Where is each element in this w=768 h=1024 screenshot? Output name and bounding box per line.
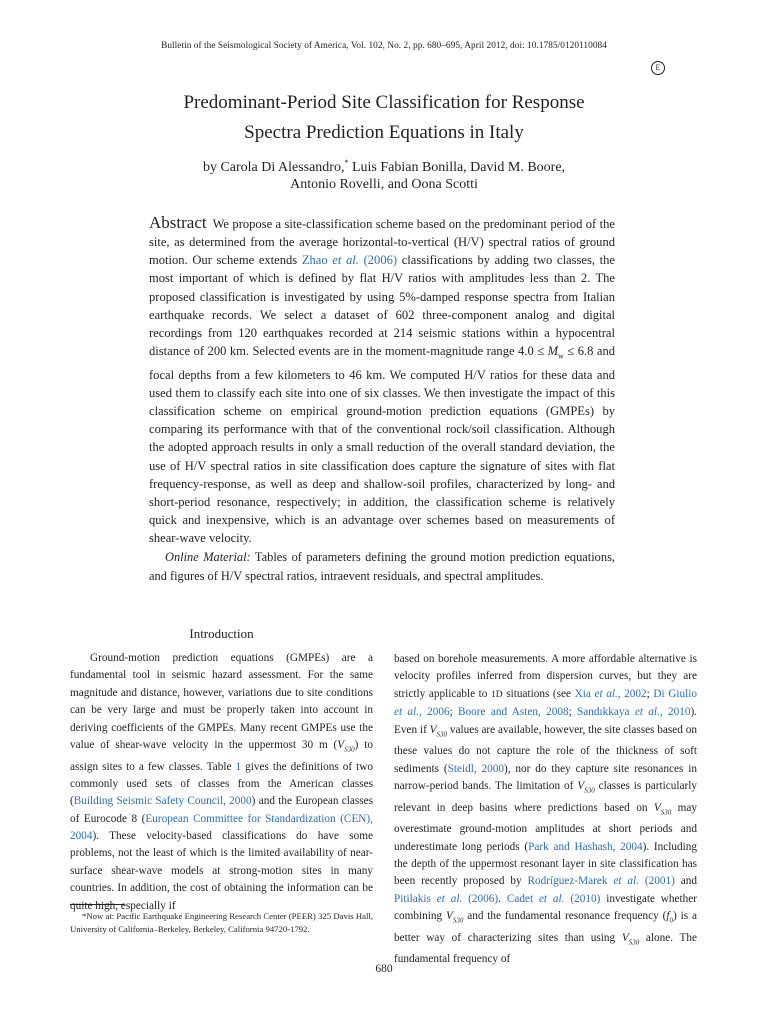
ref-cadet-2010[interactable] [507, 893, 601, 905]
symbol-vs30: V [429, 723, 437, 736]
abstract-text: ≤ 6.8 and focal depths from a few kilometers to 46 km. We computed H/V ratios for these data and used them to classify each site into one of six classes. We then investigate the impact of this classification scheme on empirical ground-motion prediction equations (GMPEs) by comparing its performance with that of the conventional rock/soil classification. Although the adopted approach results in only a small reduction of the overall standard deviation, the use of H/V spectral ratios in site classification does capture the signature of sites with flat frequency-response, as well as deep and shallow-soil profiles, characterized by long- and short-period resonance, respectively; in addition, the classification scheme is relatively quick and inexpensive, which is an advantage over schemes based on measurements of shear-wave velocity. [149, 344, 615, 546]
ref-text: Di Giulio [653, 687, 697, 700]
author-list [110, 154, 658, 193]
ref-xia-2002[interactable] [575, 688, 647, 700]
online-material [149, 548, 615, 585]
ref-text: Zhao [301, 253, 333, 268]
ref-year: , 2006 [418, 706, 450, 719]
ref-text: Pitilakis [394, 892, 437, 905]
symbol-vs30: V [577, 779, 585, 792]
body-text: ). These velocity-based classifications do have some problems, not the least of which is the limited availability of near-surface shear-wave models at strong-motion sites in many countries. In addition, the cost of obtaining the information can be quite high, especially if [70, 830, 373, 912]
body-text: values are available, however, the site classes based on these values do not capture the role of the thickness of soft sediments ( [394, 723, 697, 775]
symbol-vs30: V [653, 801, 661, 814]
abstract [149, 214, 615, 547]
abstract-text: classifications by adding two classes, the most important of which is defined by flat H/V ratios with amplitudes less than 2. The proposed classification is investigated by using 5%-damped response spectra from Italian earthquake records. We select a dataset of 602 three-component analog and digital recordings from 120 earthquakes recorded at 214 seismic stations within a hypocentral distance of 200 km. Selected events are in the moment-magnitude range 4.0 ≤ [149, 253, 615, 359]
ref-etal: et al. [394, 706, 419, 719]
body-text: and the fundamental resonance frequency ( [463, 910, 667, 922]
footnote-marker[interactable]: * [344, 158, 349, 167]
running-head: Bulletin of the Seismological Society of America, Vol. 102, No. 2, pp. 680–695, April 2012, doi: 10.1785/0120110084 [161, 41, 607, 51]
symbol-vs30-subscript: S30 [436, 729, 448, 738]
ref-zhao-2006[interactable] [302, 253, 397, 267]
body-text: ). Even if [394, 706, 697, 736]
symbol-vs30: V [621, 931, 629, 944]
ref-rodriguez-marek-2001[interactable] [528, 875, 675, 887]
body-text: gives the definitions of two commonly used sets of classes from the American classes ( [70, 760, 374, 808]
body-text: ) and the European classes of Eurocode 8 ( [70, 795, 373, 825]
ref-cen-2004[interactable]: European Committee for Standardization (CEN), 2004 [70, 812, 373, 842]
introduction-left-column [70, 650, 373, 915]
body-text: alone. The fundamental frequency of [394, 931, 697, 966]
body-text: ) is a better way of characterizing sites than using [394, 910, 697, 944]
ref-etal: et al. [594, 687, 618, 700]
symbol-vs30-subscript: S30 [452, 916, 464, 925]
body-text: classes is particularly relevant in deep basins where predictions based on [394, 779, 698, 814]
symbol-mw: M [547, 344, 559, 359]
authors-line-2: Antonio Rovelli, and Oona Scotti [290, 177, 478, 192]
author-footnote: *Now at: Pacific Earthquake Engineering Research Center (PEER) 325 Davis Hall, University of California–Berkeley, Berkeley, California 94720-1792. [70, 911, 373, 934]
separator: ; [568, 706, 578, 719]
symbol-vs30-subscript: S30 [584, 786, 595, 795]
ref-etal: et al. [613, 875, 639, 888]
ref-text: Cadet [506, 892, 539, 905]
body-text: based on borehole measurements. A more affordable alternative is velocity profiles inferred from dispersion curves, but they are strictly applicable to [394, 653, 697, 700]
paper-title [110, 88, 658, 148]
title-line-2: Spectra Prediction Equations in Italy [244, 122, 524, 143]
symbol-vs30-subscript: S30 [344, 745, 355, 754]
authors-line-1-rest: Luis Fabian Bonilla, David M. Boore, [348, 160, 566, 175]
ref-year: , 2010 [659, 706, 691, 719]
ref-text: Rodríguez-Marek [527, 875, 614, 888]
electronic-supplement-icon[interactable]: E [651, 61, 665, 75]
ref-etal: et al. [332, 253, 359, 268]
body-text: may overestimate ground-motion amplitudes at short periods and underestimate long periods ( [394, 801, 697, 853]
body-text: ), nor do they capture site resonances in narrow-period bands. The limitation of [394, 762, 697, 792]
ref-etal: et al. [436, 892, 463, 905]
introduction-right-column [394, 651, 697, 969]
symbol-mw-subscript: w [558, 351, 564, 361]
online-material-label: Online Material: [165, 550, 251, 564]
ref-boore-asten-2008[interactable]: Boore and Asten, 2008 [458, 706, 569, 719]
symbol-vs30-subscript: S30 [628, 937, 640, 946]
ref-year: (2006) [358, 253, 398, 268]
body-text: and [674, 875, 697, 888]
abstract-text: We propose a site-classification scheme based on the predominant period of the site, as determined from the average horizontal-to-vertical (H/V) spectral ratios of ground motion. Our scheme extends [149, 217, 615, 268]
page-number: 680 [375, 963, 393, 975]
symbol-vs30-subscript: S30 [660, 807, 672, 816]
body-text: ) to assign sites to a few classes. Table [70, 738, 373, 773]
section-heading-introduction: Introduction [189, 626, 254, 641]
ref-steidl-2000[interactable]: Steidl, 2000 [447, 762, 505, 775]
small-caps-1d: 1D [491, 689, 503, 700]
body-text: Ground-motion prediction equations (GMPEs) are a fundamental tool in seismic hazard assessment. For the same magnitude and distance, however, variations due to site conditions can be very large and must be properly taken into account in deriving coefficients of the GMPEs. Many recent GMPEs use the value of shear-wave velocity in the uppermost 30 m ( [70, 652, 373, 751]
body-text: situations (see [502, 687, 575, 700]
ref-year: , 2002 [617, 687, 647, 700]
separator: ; [646, 687, 654, 700]
symbol-vs30: V [445, 910, 453, 922]
ref-park-hashash-2004[interactable]: Park and Hashash, 2004 [528, 840, 643, 853]
abstract-label: Abstract [149, 213, 207, 232]
separator: ; [449, 706, 459, 719]
ref-year: (2010) [564, 892, 601, 905]
title-line-1: Predominant-Period Site Classification for Response [183, 92, 585, 113]
ref-sandikkaya-2010[interactable] [577, 706, 690, 718]
table-1-link[interactable]: 1 [235, 760, 242, 773]
authors-line-1: by Carola Di Alessandro, [202, 160, 345, 175]
footnote-divider [70, 904, 124, 905]
ref-year: (2001) [638, 875, 675, 888]
ref-etal: et al. [634, 706, 660, 719]
body-text: investigate whether combining [394, 892, 698, 922]
symbol-vs30: V [337, 738, 345, 751]
ref-bssc-2000[interactable]: Building Seismic Safety Council, 2000 [73, 795, 252, 808]
ref-text: Sandıkkaya [577, 706, 635, 719]
symbol-f0-subscript: 0 [669, 916, 674, 925]
ref-etal: et al. [538, 892, 565, 905]
ref-text: Xia [574, 687, 595, 700]
body-text: . [498, 892, 507, 905]
ref-pitilakis-2006[interactable] [394, 893, 498, 905]
online-material-text: Tables of parameters defining the ground motion prediction equations, and figures of H/V spectral ratios, intraevent residuals, and spectral amplitudes. [149, 550, 615, 583]
body-text: ). Including the depth of the uppermost resonant layer in site classification has been recently proposed by [394, 840, 698, 888]
symbol-f0: f [666, 910, 670, 922]
ref-year: (2006) [462, 892, 499, 905]
